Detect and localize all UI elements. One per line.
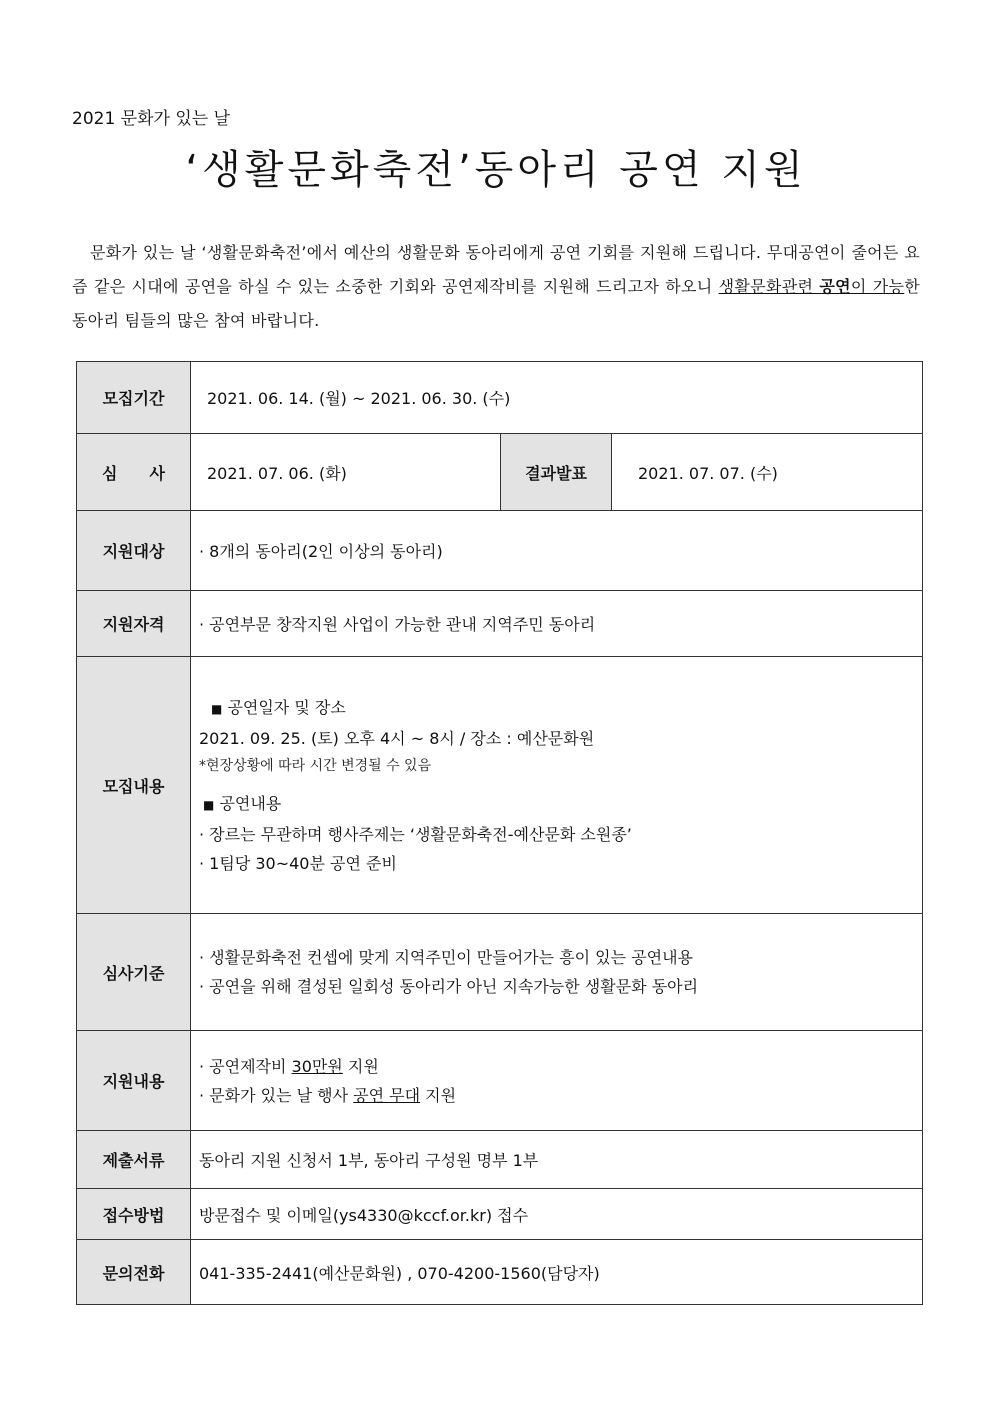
criteria-line-1: · 생활문화축전 컨셉에 맞게 지역주민이 만들어가는 흥이 있는 공연내용	[199, 948, 693, 967]
result-label: 결과발표	[501, 434, 612, 511]
documents-label: 제출서류	[77, 1131, 191, 1189]
contact-value: 041-335-2441(예산문화원) , 070-4200-1560(담당자)	[191, 1240, 923, 1305]
content-note: *현장상황에 따라 시간 변경될 수 있음	[199, 757, 432, 774]
review-label: 심 사	[77, 434, 191, 511]
content-line-2: · 장르는 무관하며 행사주제는 ‘생활문화축전-예산문화 소원종’	[199, 824, 632, 844]
row-target	[77, 511, 923, 591]
documents-value: 동아리 지원 신청서 1부, 동아리 구성원 명부 1부	[191, 1131, 923, 1189]
criteria-label: 심사기준	[77, 914, 191, 1031]
square-bullet-icon: ■	[211, 701, 223, 716]
row-criteria	[77, 914, 923, 1031]
support-stage: 공연 무대	[353, 1085, 421, 1105]
target-label: 지원대상	[77, 511, 191, 591]
support-line-1-a: · 공연제작비	[199, 1056, 292, 1076]
intro-text-1: 문화가 있는 날 ‘생활문화축전’에서 예산의 생활문화 동아리에게 공연 기회를 지원해 드립니다. 무대공연이 줄어든 요즘 같은 시대에 공연을 하실 수 있는 소중한 기회와 공연제작비를 지원해 드리고자 하오니	[72, 243, 920, 296]
row-support	[77, 1031, 923, 1131]
recruit-period-value: 2021. 06. 14. (월) ~ 2021. 06. 30. (수)	[191, 362, 923, 434]
content-heading-2-text: 공연내용	[219, 793, 282, 813]
method-label: 접수방법	[77, 1189, 191, 1240]
row-qualification	[77, 591, 923, 657]
content-label: 모집내용	[77, 657, 191, 914]
info-table	[76, 361, 923, 1305]
intro-underline-2: 이 가능	[850, 277, 905, 296]
intro-underline-1: 생활문화관련	[718, 277, 820, 296]
support-line-2-c: 지원	[420, 1085, 457, 1105]
row-method	[77, 1189, 923, 1240]
criteria-value	[191, 914, 923, 1031]
criteria-line-2: · 공연을 위해 결성된 일회성 동아리가 아닌 지속가능한 생활문화 동아리	[199, 977, 699, 996]
qualification-label: 지원자격	[77, 591, 191, 657]
support-value	[191, 1031, 923, 1131]
subtitle: 2021 문화가 있는 날	[72, 109, 231, 129]
support-line-1	[199, 1052, 922, 1081]
row-review	[77, 434, 923, 511]
support-line-1-c: 지원	[342, 1056, 379, 1076]
result-value: 2021. 07. 07. (수)	[612, 434, 923, 511]
support-amount: 30만원	[291, 1056, 343, 1076]
contact-label: 문의전화	[77, 1240, 191, 1305]
recruit-period-label: 모집기간	[77, 362, 191, 434]
row-contact	[77, 1240, 923, 1305]
method-value: 방문접수 및 이메일(ys4330@kccf.or.kr) 접수	[191, 1189, 923, 1240]
square-bullet-icon: ■	[203, 797, 215, 812]
review-value: 2021. 07. 06. (화)	[191, 434, 501, 511]
content-heading-2	[199, 789, 922, 820]
intro-paragraph	[72, 236, 920, 338]
row-content	[77, 657, 923, 914]
content-line-1: 2021. 09. 25. (토) 오후 4시 ~ 8시 / 장소 : 예산문화원	[199, 728, 595, 748]
target-value: · 8개의 동아리(2인 이상의 동아리)	[191, 511, 923, 591]
support-label: 지원내용	[77, 1031, 191, 1131]
qualification-value: · 공연부문 창작지원 사업이 가능한 관내 지역주민 동아리	[191, 591, 923, 657]
content-value	[191, 657, 923, 914]
row-documents	[77, 1131, 923, 1189]
content-line-3: · 1팀당 30~40분 공연 준비	[199, 853, 397, 873]
support-line-2-a: · 문화가 있는 날 행사	[199, 1085, 354, 1105]
content-heading-1-text: 공연일자 및 장소	[227, 697, 346, 717]
support-line-2	[199, 1081, 922, 1110]
intro-text-2: 한 동아리 팀들의 많은 참여 바랍니다.	[72, 277, 920, 330]
row-recruit-period	[77, 362, 923, 434]
content-heading-1	[199, 693, 922, 724]
page-title: ‘생활문화축전’동아리 공연 지원	[185, 147, 807, 193]
intro-underline-bold: 공연	[819, 277, 851, 296]
